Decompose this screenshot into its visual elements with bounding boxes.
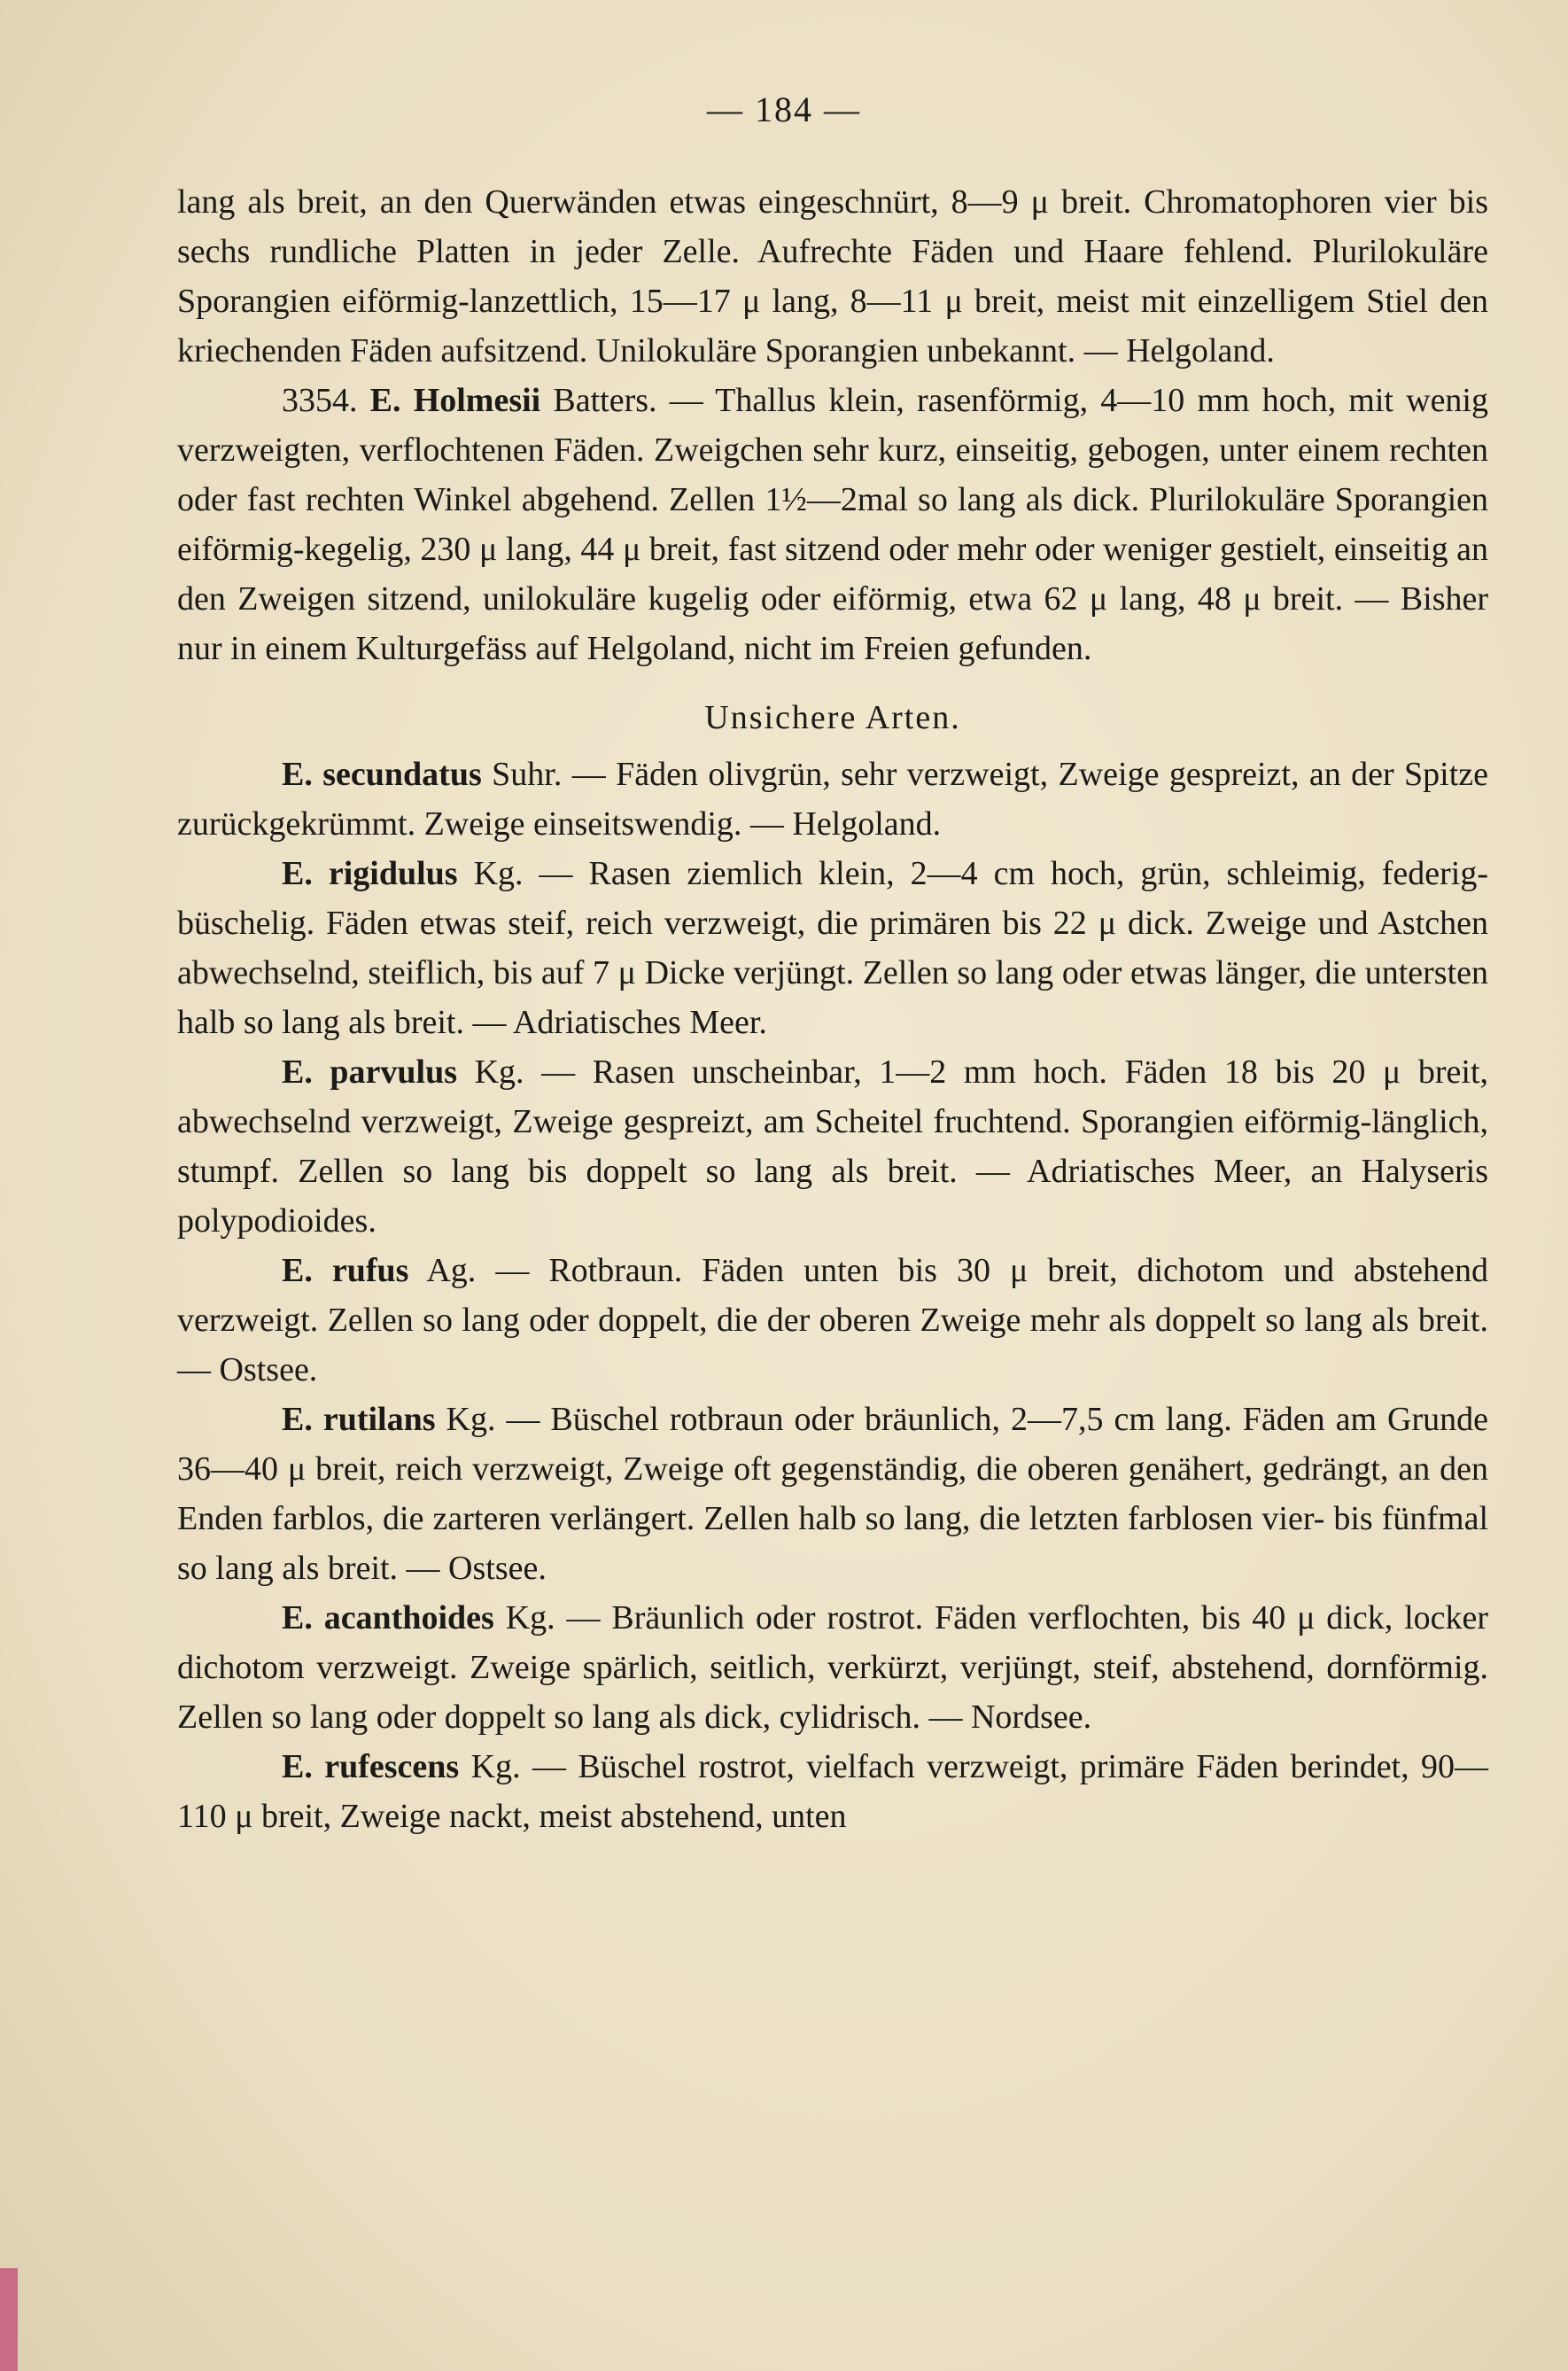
section-heading: Unsichere Arten. (704, 699, 961, 736)
entry-number: 3354. (282, 382, 358, 419)
entry-rutilans (177, 1395, 1488, 1593)
entry-parvulus (177, 1047, 1488, 1246)
species-name: E. rufescens (282, 1748, 460, 1785)
page-edge-mark (0, 2268, 18, 2371)
species-author: Kg. (470, 1748, 521, 1785)
species-author: Ag. (426, 1252, 477, 1289)
species-author: Batters. (553, 382, 657, 419)
species-description: — Büschel rotbraun oder bräunlich, 2—7,5 cm lang. Fäden am Grunde 36—40 μ breit, reich verzweigt, Zweige oft gegenständig, die oberen genähert, gedrängt, an den Enden farblos, die zarteren verlängert. Zellen halb so lang, die letzten farblosen vier- bis fünfmal so lang als breit. — Ostsee. (177, 1401, 1489, 1587)
entry-rigidulus (177, 849, 1488, 1047)
species-author: Suhr. (492, 756, 563, 793)
species-name: E. Holmesii (369, 382, 541, 419)
species-author: Kg. (473, 855, 524, 892)
body-text (177, 177, 1488, 1841)
entry-acanthoides (177, 1593, 1488, 1742)
page-number: — 184 — (707, 89, 861, 129)
species-name: E. rutilans (282, 1401, 436, 1438)
species-description: — Thallus klein, rasenförmig, 4—10 mm hoch, mit wenig verzweigten, verflochtenen Fäden. Zweigchen sehr kurz, einseitig, gebogen, unter einem rechten oder fast rechten Winkel abgehend. Zellen 1½—2mal so lang als dick. Plurilokuläre Sporangien eiförmig-kegelig, 230 μ lang, 44 μ breit, fast sitzend oder mehr oder weniger gestielt, einseitig an den Zweigen sitzend, unilokuläre kugelig oder eiförmig, etwa 62 μ lang, 48 μ breit. — Bisher nur in einem Kulturgefäss auf Helgoland, nicht im Freien gefunden. (177, 382, 1488, 667)
species-description: — Rotbraun. Fäden unten bis 30 μ breit, dichotom und abstehend verzweigt. Zellen so lang oder doppelt, die der oberen Zweige mehr als doppelt so lang als breit. — Ostsee. (177, 1252, 1489, 1388)
entry-rufescens (177, 1742, 1488, 1841)
species-description: — Rasen ziemlich klein, 2—4 cm hoch, grün, schleimig, federig-büschelig. Fäden etwas steif, reich verzweigt, die primären bis 22 μ dick. Zweige und Astchen abwechselnd, steiflich, bis auf 7 μ Dicke verjüngt. Zellen so lang oder etwas länger, die untersten halb so lang als breit. — Adriatisches Meer. (177, 855, 1489, 1041)
species-name: E. acanthoides (282, 1599, 494, 1636)
intro-paragraph: lang als breit, an den Querwänden etwas eingeschnürt, 8—9 μ breit. Chromatophoren vier bis sechs rundliche Platten in jeder Zelle. Aufrechte Fäden und Haare fehlend. Plurilokuläre Sporangien eiförmig-lanzettlich, 15—17 μ lang, 8—11 μ breit, meist mit einzelligem Stiel den kriechenden Fäden aufsitzend. Unilokuläre Sporangien unbekannt. — Helgoland. (177, 183, 1488, 369)
species-name: E. rufus (282, 1252, 409, 1289)
entry-holmesii (177, 376, 1488, 673)
entry-secundatus (177, 750, 1488, 849)
species-author: Kg. (474, 1053, 524, 1091)
species-author: Kg. (505, 1599, 555, 1636)
entry-rufus (177, 1246, 1488, 1395)
species-description: — Bräunlich oder rostrot. Fäden verflochten, bis 40 μ dick, locker dichotom verzweigt. Zweige spärlich, seitlich, verkürzt, verjüngt, steif, abstehend, dornförmig. Zellen so lang oder doppelt so lang als dick, cylidrisch. — Nordsee. (177, 1599, 1489, 1736)
species-description: — Büschel rostrot, vielfach verzweigt, primäre Fäden berindet, 90—110 μ breit, Zweige nackt, meist abstehend, unten (177, 1748, 1489, 1835)
species-description: — Fäden olivgrün, sehr verzweigt, Zweige gespreizt, an der Spitze zurückgekrümmt. Zweige einseitswendig. — Helgoland. (177, 756, 1489, 843)
species-author: Kg. (446, 1401, 496, 1438)
species-name: E. parvulus (282, 1053, 458, 1091)
species-description: — Rasen unscheinbar, 1—2 mm hoch. Fäden 18 bis 20 μ breit, abwechselnd verzweigt, Zweige gespreizt, am Scheitel fruchtend. Sporangien eiförmig-länglich, stumpf. Zellen so lang bis doppelt so lang als breit. — Adriatisches Meer, an Halyseris polypodioides. (177, 1053, 1489, 1240)
species-name: E. secundatus (282, 756, 482, 793)
species-name: E. rigidulus (282, 855, 458, 892)
